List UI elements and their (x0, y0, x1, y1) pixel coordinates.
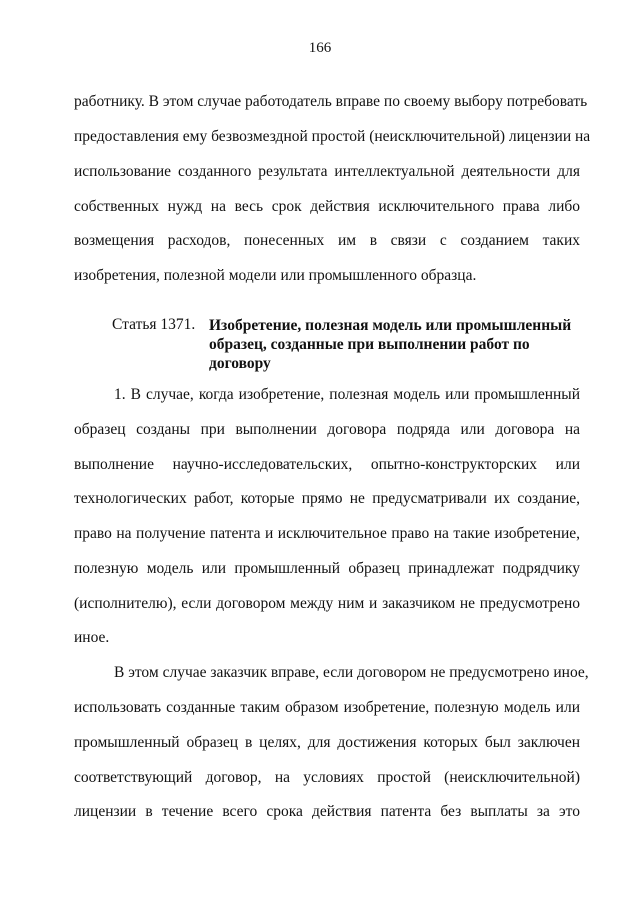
text-line: собственных нужд на весь срок действия исключительного права либо (74, 198, 580, 215)
article-number: Статья 1371. (112, 316, 196, 333)
text-line: право на получение патента и исключительное право на такие изобретение, (74, 525, 580, 542)
text-line: лицензии в течение всего срока действия патента без выплаты за это (74, 803, 580, 820)
text-line: соответствующий договор, на условиях простой (неисключительной) (74, 769, 580, 786)
text-line: выполнение научно-исследовательских, опытно-конструкторских или (74, 456, 580, 473)
text-line: 1. В случае, когда изобретение, полезная модель или промышленный (114, 386, 580, 403)
text-line: работнику. В этом случае работодатель вправе по своему выбору потребовать (74, 93, 588, 110)
article-title-line: договору (209, 355, 271, 372)
article-title-line: образец, созданные при выполнении работ по (209, 336, 530, 353)
article-title-line: Изобретение, полезная модель или промышленный (209, 317, 572, 334)
text-line: использовать созданные таким образом изобретение, полезную модель или (74, 699, 580, 716)
text-line: использование созданного результата интеллектуальной деятельности для (74, 163, 580, 180)
text-line: технологических работ, которые прямо не предусматривали их создание, (74, 490, 580, 507)
text-line: изобретения, полезной модели или промышленного образца. (74, 267, 477, 284)
text-line: (исполнителю), если договором между ним и заказчиком не предусмотрено (74, 595, 580, 612)
text-line: полезную модель или промышленный образец принадлежат подрядчику (74, 560, 580, 577)
article-title (209, 316, 579, 373)
text-line: возмещения расходов, понесенных им в связи с созданием таких (74, 232, 580, 249)
page-number: 166 (308, 40, 332, 56)
text-line: образец созданы при выполнении договора подряда или договора на (74, 421, 580, 438)
text-line: иное. (74, 629, 110, 646)
text-line: промышленный образец в целях, для достижения которых был заключен (74, 734, 580, 751)
text-line: В этом случае заказчик вправе, если договором не предусмотрено иное, (114, 664, 589, 681)
text-line: предоставления ему безвозмездной простой (неисключительной) лицензии на (74, 128, 591, 145)
